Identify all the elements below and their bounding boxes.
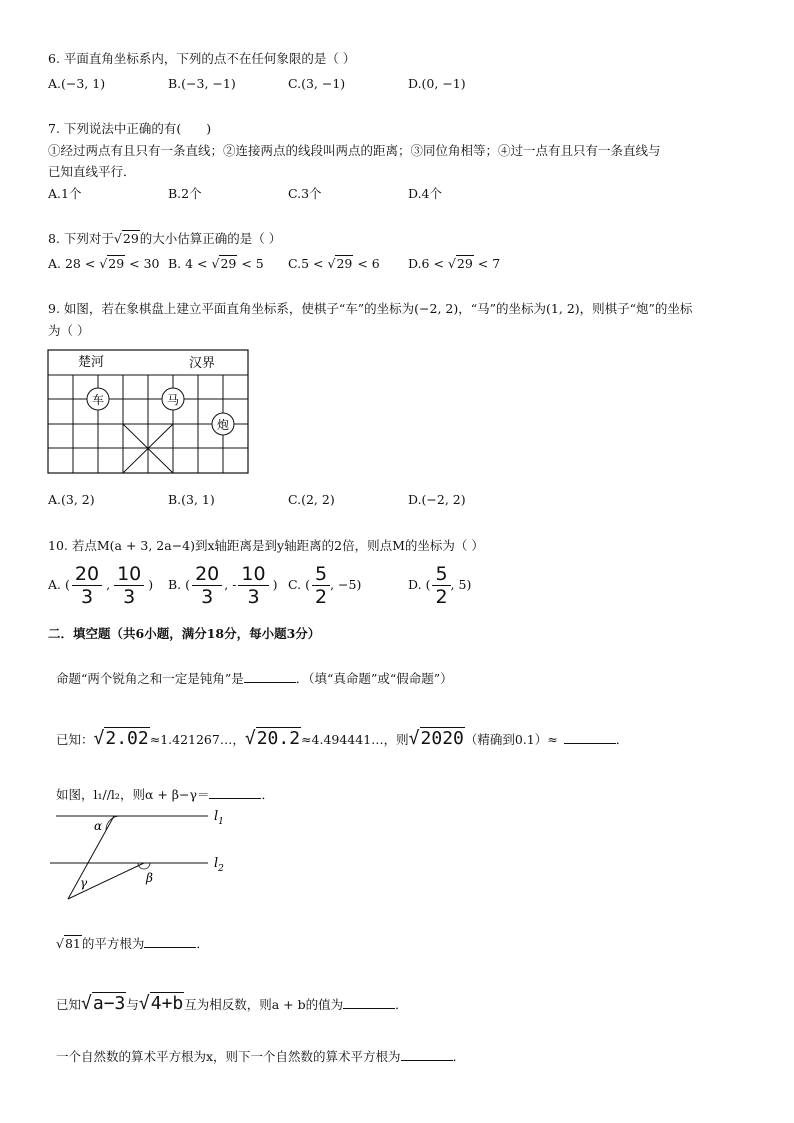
q6-option-d[interactable]: D.(0, −1) xyxy=(408,76,466,91)
q10-option-b[interactable]: B. ( $\frac{20}{3}$ , - $\frac{10}{3}$ ) xyxy=(168,563,278,608)
answer-blank[interactable] xyxy=(564,731,616,744)
fill1: 命题“两个锐角之和一定是钝角”是 ．（填“真命题”或“假命题”） xyxy=(56,671,453,686)
q8-option-d[interactable]: D.6 < √29 < 7 xyxy=(408,256,501,271)
q7-option-d[interactable]: D.4个 xyxy=(408,186,443,201)
piece-horse-label: 马 xyxy=(166,393,180,407)
q10-option-d[interactable]: D. ( $\frac{5}{2}$ , 5) xyxy=(408,563,472,608)
answer-blank[interactable] xyxy=(343,996,395,1009)
piece-car-label: 车 xyxy=(91,393,105,407)
radicand: 29 xyxy=(122,231,139,246)
q7-stem: 7. 下列说法中正确的有( ) xyxy=(48,121,212,136)
q9-option-a[interactable]: A.(3, 2) xyxy=(48,492,95,507)
q9-option-d[interactable]: D.(−2, 2) xyxy=(408,492,466,507)
angle-alpha-arc xyxy=(106,816,120,830)
q8-option-a[interactable]: A. 28 < √29 < 30 xyxy=(48,256,160,271)
answer-blank[interactable] xyxy=(144,935,196,948)
q6-option-b[interactable]: B.(−3, −1) xyxy=(168,76,236,91)
gamma-label: γ xyxy=(80,876,88,890)
q10-stem: 10. 若点M(a + 3, 2a−4)到x轴距离是到y轴距离的2倍，则点M的坐标为（ ） xyxy=(48,538,484,553)
beta-label: β xyxy=(146,871,153,885)
fill2: 已知：√2.02≈1.421267…，√20.2≈4.494441…，则√2020（精确到0.1）≈ ． xyxy=(56,728,629,749)
q9-stem: 9. 如图，若在象棋盘上建立平面直角坐标系，使棋子“车”的坐标为(−2, 2)，“马”的坐标为(1, 2)，则棋子“炮”的坐标 xyxy=(48,301,693,316)
l2-label: $l_2$ xyxy=(214,856,224,874)
transversal xyxy=(68,816,114,899)
answer-blank[interactable] xyxy=(209,786,261,799)
q9-option-c[interactable]: C.(2, 2) xyxy=(288,492,335,507)
river-right-label: 汉界 xyxy=(189,356,216,371)
q8-stem: 8. 下列对于√29的大小估算正确的是（ ） xyxy=(48,231,282,246)
q7-statements: ①经过两点有且只有一条直线；②连接两点的线段叫两点的距离；③同位角相等；④过一点有且只有一条直线与 xyxy=(48,143,661,158)
q7-option-c[interactable]: C.3个 xyxy=(288,186,322,201)
parallel-lines-figure xyxy=(48,806,238,906)
chessboard-figure xyxy=(46,348,250,476)
q8-option-b[interactable]: B. 4 < √29 < 5 xyxy=(168,256,264,271)
q8-option-c[interactable]: C.5 < √29 < 6 xyxy=(288,256,380,271)
q6-option-c[interactable]: C.(3, −1) xyxy=(288,76,346,91)
piece-cannon-label: 炮 xyxy=(216,418,230,432)
river-left-label: 楚河 xyxy=(78,355,105,370)
q9-option-b[interactable]: B.(3, 1) xyxy=(168,492,215,507)
fill6: 一个自然数的算术平方根为x，则下一个自然数的算术平方根为 ． xyxy=(56,1049,466,1064)
q7-option-a[interactable]: A.1个 xyxy=(48,186,82,201)
fill5: 已知√a−3与√4+b互为相反数，则a + b的值为 ． xyxy=(56,993,408,1014)
q6-option-a[interactable]: A.(−3, 1) xyxy=(48,76,106,91)
answer-blank[interactable] xyxy=(401,1048,453,1061)
q9-stem-cont: 为（ ） xyxy=(48,323,90,338)
q6-stem: 6. 平面直角坐标系内，下列的点不在任何象限的是（ ） xyxy=(48,51,356,66)
section2-heading: 二．填空题（共6小题，满分18分，每小题3分） xyxy=(48,626,321,641)
fill3: 如图，l₁//l₂，则α + β−γ＝ ． xyxy=(56,787,274,802)
angle-beta-arc xyxy=(138,863,150,869)
q10-option-c[interactable]: C. ( $\frac{5}{2}$ , −5) xyxy=(288,563,362,608)
q7-option-b[interactable]: B.2个 xyxy=(168,186,202,201)
answer-blank[interactable] xyxy=(244,670,296,683)
fill4: √81的平方根为 ． xyxy=(56,936,209,951)
l1-label: $l_1$ xyxy=(214,809,224,827)
q7-statements-cont: 已知直线平行． xyxy=(48,164,136,179)
alpha-label: α xyxy=(94,819,103,833)
q10-option-a[interactable]: A. ( $\frac{20}{3}$ , $\frac{10}{3}$ ) xyxy=(48,563,154,608)
